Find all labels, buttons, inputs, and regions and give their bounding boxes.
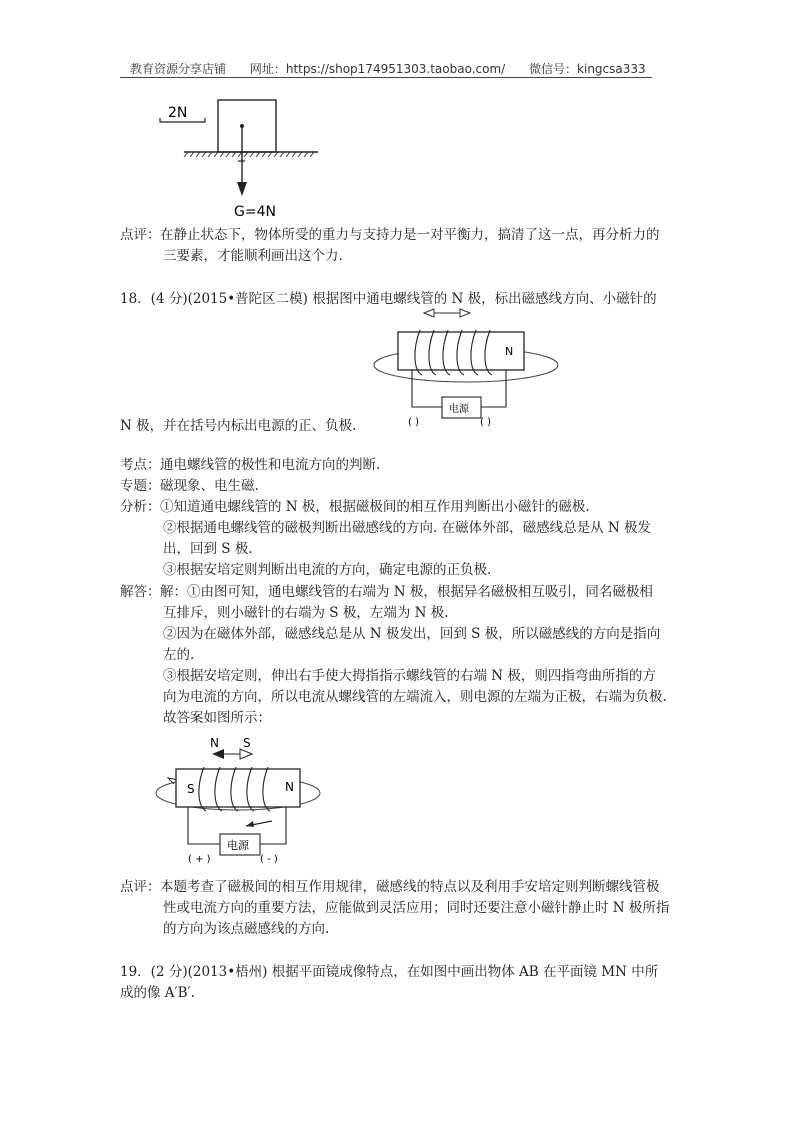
header-shop: 教育资源分享店铺 [130, 62, 227, 76]
negative-terminal: ( - ) [260, 854, 278, 865]
compass-needle-icon [212, 749, 224, 759]
fenxi-line: 出，回到 S 极. [163, 541, 253, 557]
solenoid-n-pole: N [285, 780, 294, 794]
needle-s-label: S [243, 736, 251, 750]
positive-terminal: ( + ) [188, 854, 211, 865]
page-header [120, 60, 652, 77]
solenoid-n-pole: N [505, 345, 514, 358]
scale-label: 2N [168, 105, 188, 121]
answer-line: 左的. [163, 647, 195, 663]
header-url: 网址：https://shop174951303.taobao.com/ [249, 62, 506, 76]
question-18-tail: N 极，并在括号内标出电源的正、负极. [120, 418, 357, 434]
zhuanti: 专题：磁现象、电生磁. [120, 478, 259, 494]
question-18-title: 18．(4 分)(2015•普陀区二模) 根据图中通电螺线管的 N 极，标出磁感线方向、小磁针的 [120, 291, 657, 307]
review-line: 的方向为该点磁感线的方向. [163, 921, 330, 937]
fenxi-line: ③根据安培定则判断出电流的方向，确定电源的正负极. [163, 562, 492, 578]
left-bracket: ( ) [408, 417, 419, 428]
answer-line: 向为电流的方向，所以电流从螺线管的左端流入，则电源的左端为正极，右端为负极. [163, 689, 667, 705]
answer-line: ②因为在磁体外部，磁感线总是从 N 极发出，回到 S 极，所以磁感线的方向是指向 [163, 626, 661, 642]
block [218, 100, 276, 152]
header-divider [120, 77, 652, 78]
power-label: 电源 [449, 404, 469, 415]
arrow-head-icon [237, 182, 247, 196]
question-19-line: 成的像 A′B′. [120, 985, 195, 1001]
solenoid-question-figure [372, 303, 560, 429]
solenoid-s-pole: S [187, 782, 195, 796]
question-19-title: 19．(2 分)(2013•梧州) 根据平面镜成像特点，在如图中画出物体 AB 在平面镜 MN 中所 [120, 964, 659, 980]
fenxi-line: ②根据通电螺线管的磁极判断出磁感线的方向. 在磁体外部，磁感线总是从 N 极发 [163, 520, 651, 536]
fenxi: 分析：①知道通电螺线管的 N 极，根据磁极间的相互作用判断出小磁针的磁极. [120, 499, 590, 515]
force-diagram [150, 88, 330, 220]
header-wechat: 微信号：kingcsa333 [529, 62, 646, 76]
review-label: 点评： [120, 227, 161, 243]
answer-line: 互排斥，则小磁针的右端为 S 极，左端为 N 极. [163, 605, 449, 621]
review-1 [120, 225, 660, 246]
review-line: 三要素，才能顺利画出这个力. [163, 248, 343, 264]
review-line: 在静止状态下，物体所受的重力与支持力是一对平衡力，搞清了这一点，再分析力的 [160, 227, 660, 243]
gravity-label: G=4N [234, 204, 276, 220]
kaodian: 考点：通电螺线管的极性和电流方向的判断. [120, 457, 381, 473]
arrow-head-icon [246, 821, 254, 827]
power-label: 电源 [227, 839, 249, 852]
answer: 解答：解：①由图可知，通电螺线管的右端为 N 极，根据异名磁极相互吸引，同名磁极相 [120, 584, 653, 600]
answer-line: ③根据安培定则，伸出右手使大拇指指示螺线管的右端 N 极，则四指弯曲所指的方 [163, 668, 656, 684]
answer-line: 故答案如图所示： [163, 710, 271, 726]
solenoid-answer-figure [152, 733, 328, 867]
review-2: 点评：本题考查了磁极间的相互作用规律，磁感线的特点以及利用手安培定则判断螺线管极 [120, 879, 660, 895]
right-bracket: ( ) [480, 417, 491, 428]
review-line: 性或电流方向的重要方法，应能做到灵活应用；同时还要注意小磁针静止时 N 极所指 [163, 900, 670, 916]
needle-n-label: N [210, 736, 219, 750]
